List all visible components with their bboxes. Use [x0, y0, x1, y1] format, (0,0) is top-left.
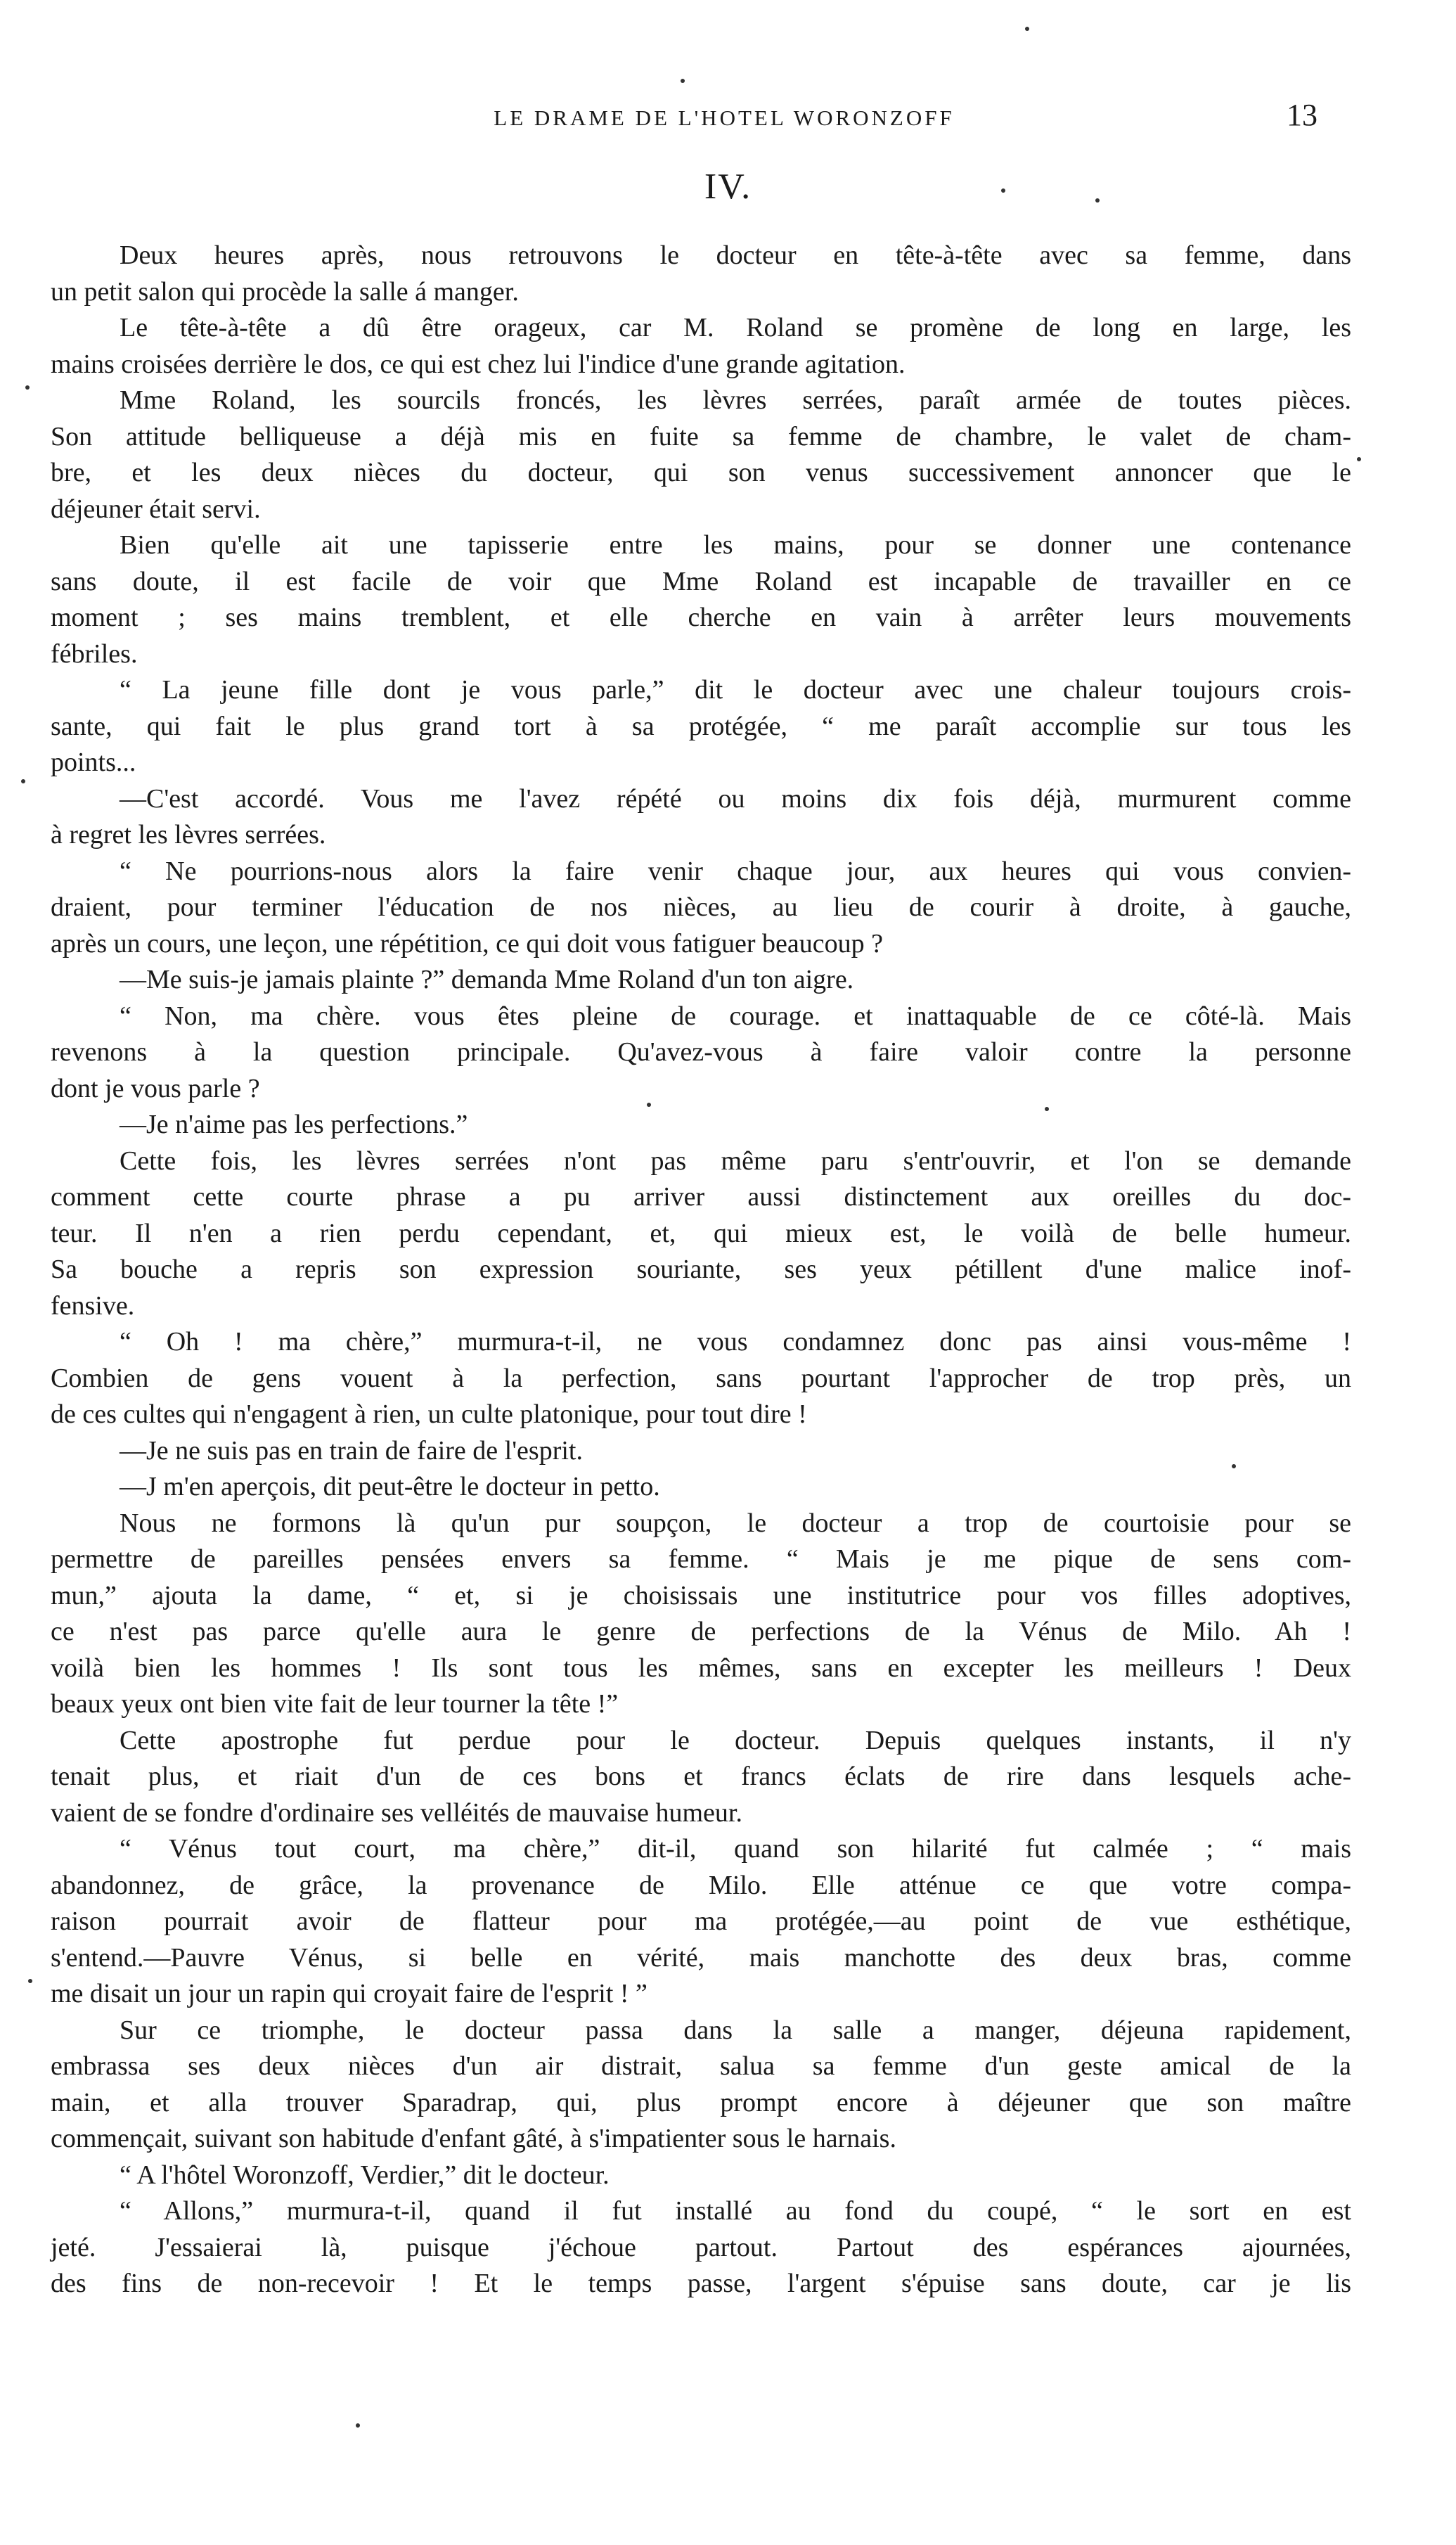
text-line: Deux heures après, nous retrouvons le docteur en tête-à-tête avec sa femme, dans	[120, 241, 1351, 270]
text-line: vaient de se fondre d'ordinaire ses velléités de mauvaise humeur.	[51, 1797, 742, 1828]
text-line: fensive.	[51, 1290, 135, 1321]
text-line: —C'est accordé. Vous me l'avez répété ou moins dix fois déjà, murmurent comme	[120, 783, 1351, 814]
running-head-title: LE DRAME DE L'HOTEL WORONZOFF	[494, 105, 955, 130]
print-speck	[1045, 1107, 1049, 1111]
text-line: Sa bouche a repris son expression souriante, ses yeux pétillent d'une malice inof-	[51, 1255, 1351, 1284]
text-line: Son attitude belliqueuse a déjà mis en fuite sa femme de chambre, le valet de cham-	[51, 421, 1351, 451]
print-speck	[647, 1103, 651, 1107]
print-speck	[25, 385, 30, 390]
text-line: de ces cultes qui n'engagent à rien, un culte platonique, pour tout dire !	[51, 1399, 807, 1429]
print-speck	[21, 779, 25, 783]
text-line: commençait, suivant son habitude d'enfant gâté, à s'impatienter sous le harnais.	[51, 2124, 896, 2153]
text-line: tenait plus, et riait d'un de ces bons et francs éclats de rire dans lesquels ache-	[51, 1762, 1351, 1791]
text-line: Bien qu'elle ait une tapisserie entre les mains, pour se donner une contenance	[120, 530, 1351, 560]
text-line: embrassa ses deux nièces d'un air distrait, salua sa femme d'un geste amical de la	[51, 2051, 1351, 2081]
text-line: —Me suis-je jamais plainte ?” demanda Mme Roland d'un ton aigre.	[120, 965, 854, 994]
print-speck	[681, 79, 685, 83]
text-line: points...	[51, 748, 136, 777]
text-line: me disait un jour un rapin qui croyait faire de l'esprit ! ”	[51, 1979, 648, 2008]
text-line: ce n'est pas parce qu'elle aura le genre de perfections de la Vénus de Milo. Ah !	[51, 1617, 1351, 1646]
print-speck	[356, 2423, 360, 2428]
text-line: voilà bien les hommes ! Ils sont tous les mêmes, sans en excepter les meilleurs ! Deux	[51, 1653, 1351, 1683]
text-line: teur. Il n'en a rien perdu cependant, et, qui mieux est, le voilà de belle humeur.	[51, 1218, 1351, 1248]
print-speck	[1095, 198, 1100, 203]
print-speck	[28, 1979, 32, 1983]
chapter-heading: IV.	[704, 167, 752, 207]
text-line: fébriles.	[51, 639, 138, 669]
text-line: “ Ne pourrions-nous alors la faire venir chaque jour, aux heures qui vous convien-	[120, 856, 1351, 886]
text-line: draient, pour terminer l'éducation de nos nièces, au lieu de courir à droite, à gauche,	[51, 892, 1351, 922]
text-line: revenons à la question principale. Qu'avez-vous à faire valoir contre la personne	[51, 1037, 1351, 1067]
text-line: —J m'en aperçois, dit peut-être le docteur in petto.	[120, 1472, 660, 1501]
print-speck	[1357, 457, 1361, 461]
text-line: à regret les lèvres serrées.	[51, 820, 326, 850]
text-line: mains croisées derrière le dos, ce qui est chez lui l'indice d'une grande agitation.	[51, 349, 906, 379]
text-line: Cette apostrophe fut perdue pour le docteur. Depuis quelques instants, il n'y	[120, 1725, 1351, 1755]
text-line: beaux yeux ont bien vite fait de leur tourner la tête !”	[51, 1689, 619, 1719]
text-line: Sur ce triomphe, le docteur passa dans la salle a manger, déjeuna rapidement,	[120, 2015, 1351, 2045]
text-line: moment ; ses mains tremblent, et elle cherche en vain à arrêter leurs mouvements	[51, 603, 1351, 632]
text-line: déjeuner était servi.	[51, 494, 261, 524]
text-line: “ Oh ! ma chère,” murmura-t-il, ne vous condamnez donc pas ainsi vous-même !	[120, 1327, 1351, 1357]
print-speck	[1001, 188, 1005, 193]
text-line: “ Non, ma chère. vous êtes pleine de courage. et inattaquable de ce côté-là. Mais	[120, 1001, 1351, 1031]
text-line: sante, qui fait le plus grand tort à sa protégée, “ me paraît accomplie sur tous les	[51, 711, 1351, 741]
text-line: “ Allons,” murmura-t-il, quand il fut installé au fond du coupé, “ le sort en est	[120, 2196, 1351, 2226]
text-line: dont je vous parle ?	[51, 1073, 260, 1103]
text-line: bre, et les deux nièces du docteur, qui son venus successivement annoncer que le	[51, 458, 1351, 487]
text-line: Nous ne formons là qu'un pur soupçon, le docteur a trop de courtoisie pour se	[120, 1508, 1351, 1538]
text-line: mun,” ajouta la dame, “ et, si je choisissais une institutrice pour vos filles adoptives,	[51, 1580, 1351, 1610]
text-line: abandonnez, de grâce, la provenance de Milo. Elle atténue ce que votre compa-	[51, 1870, 1351, 1900]
page-number: 13	[1287, 98, 1318, 132]
text-line: Le tête-à-tête a dû être orageux, car M. Roland se promène de long en large, les	[120, 313, 1351, 342]
text-line: comment cette courte phrase a pu arriver aussi distinctement aux oreilles du doc-	[51, 1182, 1351, 1212]
text-line: jeté. J'essaierai là, puisque j'échoue partout. Partout des espérances ajournées,	[51, 2232, 1351, 2262]
text-line: sans doute, il est facile de voir que Mme Roland est incapable de travailler en ce	[51, 566, 1351, 596]
text-line: s'entend.—Pauvre Vénus, si belle en vérité, mais manchotte des deux bras, comme	[51, 1942, 1351, 1973]
text-line: “ A l'hôtel Woronzoff, Verdier,” dit le docteur.	[120, 2160, 610, 2190]
text-line: permettre de pareilles pensées envers sa femme. “ Mais je me pique de sens com-	[51, 1544, 1351, 1574]
text-line: raison pourrait avoir de flatteur pour ma protégée,—au point de vue esthétique,	[51, 1906, 1351, 1936]
text-line: Combien de gens vouent à la perfection, sans pourtant l'approcher de trop près, un	[51, 1363, 1351, 1393]
print-speck	[1232, 1464, 1236, 1468]
text-line: Cette fois, les lèvres serrées n'ont pas même paru s'entr'ouvrir, et l'on se demande	[120, 1146, 1351, 1176]
text-line: “ Vénus tout court, ma chère,” dit-il, quand son hilarité fut calmée ; “ mais	[120, 1834, 1351, 1864]
body-text	[51, 238, 1351, 2302]
text-line: main, et alla trouver Sparadrap, qui, plus prompt encore à déjeuner que son maître	[51, 2087, 1351, 2117]
text-line: —Je n'aime pas les perfections.”	[120, 1110, 468, 1139]
text-line: après un cours, une leçon, une répétition, ce qui doit vous fatiguer beaucoup ?	[51, 928, 883, 959]
text-line: un petit salon qui procède la salle á manger.	[51, 276, 519, 307]
text-line: Mme Roland, les sourcils froncés, les lèvres serrées, paraît armée de toutes pièces.	[120, 385, 1351, 415]
text-line: des fins de non-recevoir ! Et le temps passe, l'argent s'épuise sans doute, car je lis	[51, 2269, 1351, 2298]
print-speck	[1025, 27, 1029, 31]
text-line: —Je ne suis pas en train de faire de l'esprit.	[120, 1435, 583, 1466]
text-line: “ La jeune fille dont je vous parle,” dit le docteur avec une chaleur toujours crois-	[120, 675, 1351, 705]
